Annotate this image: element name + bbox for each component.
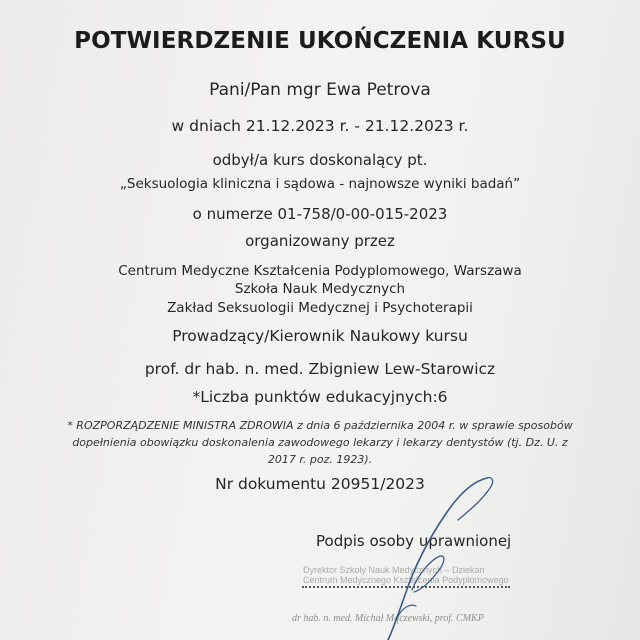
organizer-line-3: Zakład Seksuologii Medycznej i Psychoterapii (167, 300, 473, 316)
stamp-line-1: Dyrektor Szkoły Nauk Medycznych – Dziekan (303, 565, 485, 575)
certificate-title: POTWIERDZENIE UKOŃCZENIA KURSU (74, 28, 566, 54)
course-dates: w dniach 21.12.2023 r. - 21.12.2023 r. (171, 117, 469, 135)
recipient-name: Pani/Pan mgr Ewa Petrova (209, 80, 431, 100)
course-number: o numerze 01-758/0-00-015-2023 (192, 205, 448, 223)
stamp-line-2: Centrum Medycznego Kształcenia Podyplomowego (303, 575, 509, 585)
organized-by-label: organizowany przez (245, 232, 395, 250)
legal-footnote: * ROZPORZĄDZENIE MINISTRA ZDROWIA z dnia 6 października 2004 r. w sprawie sposobów dopełnienia obowiązku doskonalenia zawodowego lekarzy i lekarzy dentystów (tj. Dz. U. z 2017 r. poz. 1923). (67, 419, 573, 466)
attended-text: odbył/a kurs doskonalący pt. (212, 151, 428, 169)
education-points: *Liczba punktów edukacyjnych:6 (192, 388, 448, 406)
course-lead-label: Prowadzący/Kierownik Naukowy kursu (172, 327, 468, 345)
signer-name: dr hab. n. med. Michał Mączewski, prof. CMKP (292, 613, 484, 624)
course-lead-name: prof. dr hab. n. med. Zbigniew Lew-Starowicz (144, 360, 496, 378)
document-number: Nr dokumentu 20951/2023 (215, 475, 425, 493)
course-title: „Seksuologia kliniczna i sądowa - najnowsze wyniki badań” (119, 176, 521, 192)
organizer-line-2: Szkoła Nauk Medycznych (234, 281, 406, 297)
organizer-line-1: Centrum Medyczne Kształcenia Podyplomowego, Warszawa (118, 263, 522, 279)
signature-dotted-line (302, 586, 510, 588)
signature-label: Podpis osoby uprawnionej (316, 532, 512, 550)
